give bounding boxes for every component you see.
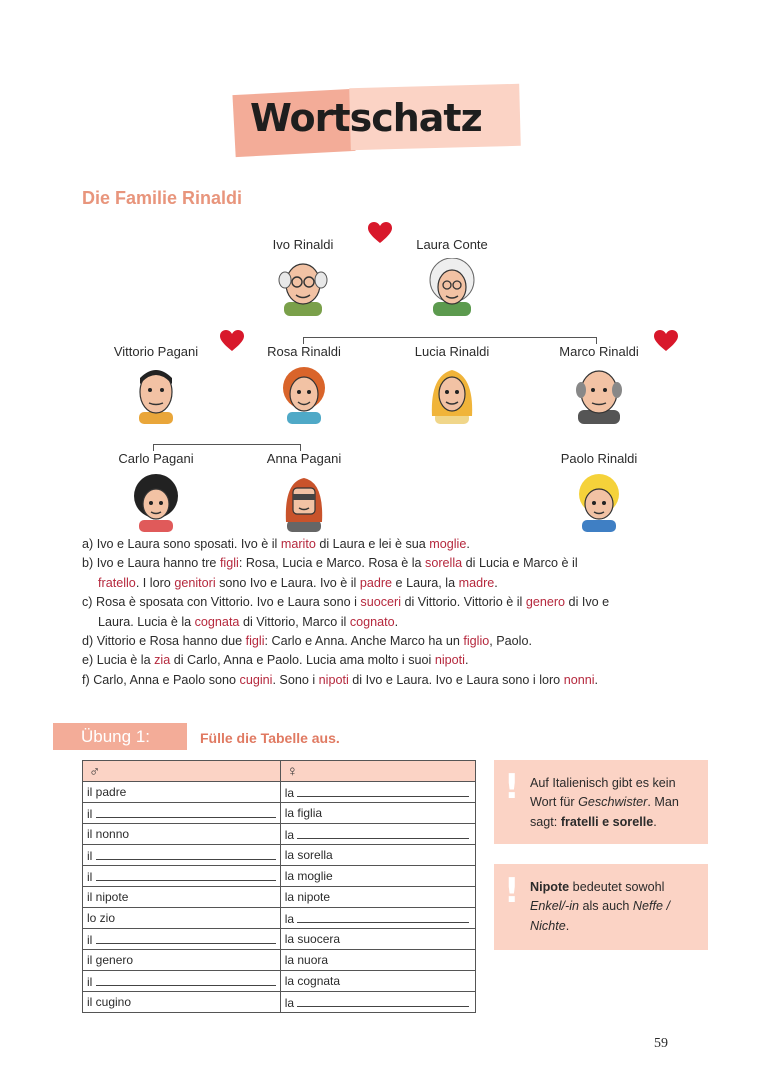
cell-text: la moglie	[284, 869, 333, 883]
fill-in-blank[interactable]	[297, 911, 469, 923]
cell-text: il	[87, 932, 93, 947]
sentence: b) Ivo e Laura hanno tre figli: Rosa, Lucia e Marco. Rosa è la sorella di Lucia e Marco è il fratello. I loro genitori sono Ivo e Laura. Ivo è il padre e Laura, la madre.	[82, 554, 682, 593]
siblings-line	[303, 337, 597, 344]
cell-text: il	[87, 848, 93, 863]
person-name-rosa: Rosa Rinaldi	[267, 344, 341, 359]
exercise-instruction: Fülle die Tabelle aus.	[200, 730, 340, 746]
cell-text: il	[87, 974, 93, 989]
cell-text: la	[284, 827, 295, 842]
paolo-portrait	[574, 474, 624, 532]
table-row	[83, 971, 476, 992]
sentence: d) Vittorio e Rosa hanno due figli: Carlo e Anna. Anche Marco ha un figlio, Paolo.	[82, 634, 532, 649]
cell-text: il padre	[87, 785, 127, 799]
vocab-word: figli	[245, 634, 265, 649]
note-italic: Neffe / Nichte	[530, 899, 671, 933]
cell-text: il nipote	[87, 890, 129, 904]
note-italic: Geschwister	[578, 795, 648, 810]
male-cell[interactable]	[83, 866, 281, 887]
person-name-paolo: Paolo Rinaldi	[560, 451, 638, 466]
note-bold: Nipote	[530, 880, 570, 894]
sentence: a) Ivo e Laura sono sposati. Ivo è il marito di Laura e lei è sua moglie.	[82, 537, 470, 551]
cell-text: la sorella	[284, 848, 333, 862]
vocabulary-table	[82, 760, 476, 1013]
note-text: Auf Italienisch gibt es kein Wort für Geschwister. Man sagt: fratelli e sorelle.	[530, 776, 679, 829]
note-text: Nipote bedeutet sowohl Enkel/-in als auch Neffe / Nichte.	[530, 880, 671, 933]
vocab-word: madre	[458, 575, 495, 590]
male-cell[interactable]	[83, 971, 281, 992]
laura-portrait	[427, 258, 477, 316]
fill-in-blank[interactable]	[297, 827, 469, 839]
cell-text: lo zio	[87, 911, 116, 925]
cell-text: la figlia	[284, 806, 323, 820]
vocab-word: marito	[280, 537, 316, 551]
carlo-portrait	[131, 474, 181, 532]
person-name-laura: Laura Conte	[416, 237, 488, 252]
vittorio-portrait	[131, 366, 181, 424]
person-name-carlo: Carlo Pagani	[118, 451, 194, 466]
vocab-word: cognata	[194, 614, 240, 629]
vocab-word: fratello	[98, 575, 136, 590]
fill-in-blank[interactable]	[96, 932, 276, 944]
cell-text: il cugino	[87, 995, 132, 1009]
female-cell	[280, 887, 475, 908]
anna-portrait	[279, 474, 329, 532]
table-row	[83, 929, 476, 950]
female-cell[interactable]	[280, 908, 475, 929]
rosa-portrait	[279, 366, 329, 424]
table-row	[83, 845, 476, 866]
sentence: f) Carlo, Anna e Paolo sono cugini. Sono i nipoti di Ivo e Laura. Ivo e Laura sono i loro nonni.	[82, 672, 599, 687]
marco-portrait	[574, 366, 624, 424]
fill-in-blank[interactable]	[96, 869, 276, 881]
fill-in-blank[interactable]	[96, 806, 276, 818]
vocab-word: suoceri	[360, 595, 401, 610]
vocab-word: figlio	[463, 634, 490, 649]
heart-icon	[368, 222, 392, 244]
vocab-word: genitori	[174, 575, 216, 590]
male-cell	[83, 950, 281, 971]
heart-icon	[654, 330, 678, 352]
cell-text: la nipote	[284, 890, 331, 904]
cell-text: la	[284, 995, 295, 1010]
female-cell	[280, 866, 475, 887]
fill-in-blank[interactable]	[96, 848, 276, 860]
table-row	[83, 887, 476, 908]
male-cell[interactable]	[83, 845, 281, 866]
note-box-nipote	[494, 864, 708, 950]
example-sentences	[82, 535, 682, 690]
female-cell	[280, 845, 475, 866]
vocab-word: padre	[359, 575, 393, 590]
cell-text: la suocera	[284, 932, 341, 946]
fill-in-blank[interactable]	[297, 785, 469, 797]
table-row	[83, 782, 476, 803]
table-row	[83, 992, 476, 1013]
title-banner	[234, 84, 520, 156]
male-cell	[83, 824, 281, 845]
vocab-word: sorella	[425, 556, 463, 571]
male-cell	[83, 782, 281, 803]
cell-text: la cognata	[284, 974, 341, 988]
section-title: Die Familie Rinaldi	[82, 188, 243, 208]
sentence-continuation: Laura. Lucia è la cognata di Vittorio, Marco il cognato.	[98, 614, 399, 629]
cell-text: il genero	[87, 953, 134, 967]
note-box-geschwister	[494, 760, 708, 844]
note-bold: fratelli e sorelle	[560, 814, 654, 829]
ivo-portrait	[278, 258, 328, 316]
vocab-word: nonni	[563, 672, 595, 687]
female-cell[interactable]	[280, 992, 475, 1013]
title-part1: Wort	[250, 96, 350, 140]
female-cell	[280, 950, 475, 971]
cell-text: il nonno	[87, 827, 130, 841]
lucia-portrait	[427, 366, 477, 424]
female-cell	[280, 971, 475, 992]
sentence: c) Rosa è sposata con Vittorio. Ivo e Laura sono i suoceri di Vittorio. Vittorio è il genero di Ivo e Laura. Lucia è la cognata di Vittorio, Marco il cognato.	[82, 593, 682, 632]
table-row	[83, 908, 476, 929]
vocab-word: figli	[219, 556, 239, 571]
page-number: 59	[654, 1036, 668, 1051]
person-name-anna: Anna Pagani	[266, 451, 342, 466]
table-row	[83, 803, 476, 824]
exercise-label: Übung 1:	[53, 723, 187, 750]
female-cell	[280, 803, 475, 824]
exclamation-icon: !	[504, 767, 520, 807]
page-title	[250, 96, 482, 140]
vocab-word: nipoti	[318, 672, 349, 687]
male-cell	[83, 887, 281, 908]
heart-icon	[220, 330, 244, 352]
person-name-marco: Marco Rinaldi	[559, 344, 639, 359]
cell-text: la	[284, 911, 295, 926]
vocab-word: nipoti	[434, 653, 465, 668]
cell-text: la nuora	[284, 953, 329, 967]
table-row	[83, 824, 476, 845]
note-italic: Enkel/-in	[530, 899, 579, 914]
sentence-continuation: fratello. I loro genitori sono Ivo e Laura. Ivo è il padre e Laura, la madre.	[98, 575, 498, 590]
male-cell[interactable]	[83, 929, 281, 950]
female-cell[interactable]	[280, 782, 475, 803]
person-name-ivo: Ivo Rinaldi	[272, 237, 334, 252]
vocab-word: zia	[154, 653, 171, 668]
male-symbol-header: ♂	[83, 761, 281, 782]
table-row	[83, 866, 476, 887]
vocab-word: genero	[525, 595, 566, 610]
person-name-vittorio: Vittorio Pagani	[113, 344, 199, 359]
sentence: e) Lucia è la zia di Carlo, Anna e Paolo. Lucia ama molto i suoi nipoti.	[82, 653, 469, 668]
male-cell	[83, 908, 281, 929]
table-row	[83, 950, 476, 971]
vocab-word: cognato	[349, 614, 395, 629]
siblings-line	[153, 444, 301, 451]
vocab-word: cugini	[239, 672, 273, 687]
female-symbol-header: ♀	[280, 761, 475, 782]
vocab-word: moglie	[429, 537, 467, 551]
cell-text: la	[284, 785, 295, 800]
female-cell	[280, 929, 475, 950]
cell-text: il	[87, 806, 93, 821]
exclamation-icon: !	[504, 871, 520, 911]
table-header-row	[83, 761, 476, 782]
fill-in-blank[interactable]	[297, 995, 469, 1007]
person-name-lucia: Lucia Rinaldi	[414, 344, 490, 359]
title-part2: schatz	[349, 96, 482, 140]
male-cell	[83, 992, 281, 1013]
cell-text: il	[87, 869, 93, 884]
female-cell[interactable]	[280, 824, 475, 845]
fill-in-blank[interactable]	[96, 974, 276, 986]
male-cell[interactable]	[83, 803, 281, 824]
